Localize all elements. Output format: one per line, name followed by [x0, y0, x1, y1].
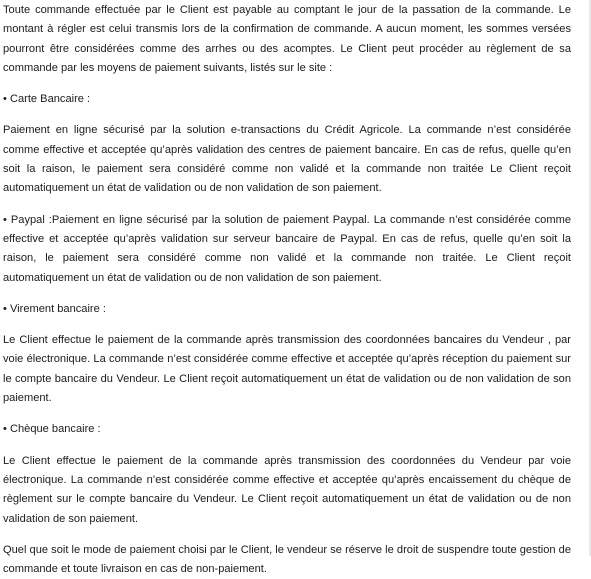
paragraph-conclusion: Quel que soit le mode de paiement choisi par le Client, le vendeur se réserve le droit de suspendre toute gestion de commande et toute livraison en cas de non-paiement. [3, 543, 571, 576]
paragraph-virement-bancaire: Le Client effectue le paiement de la commande après transmission des coordonnées bancaires du Vendeur , par voie électronique. La commande n’est considérée comme effective et acceptée qu’après réception du paiement sur le compte bancaire du Vendeur. Le Client reçoit automatiquement un état de validation ou de non validation de son paiement. [3, 334, 571, 405]
paragraph-paypal: • Paypal :Paiement en ligne sécurisé par la solution de paiement Paypal. La commande n’est considérée comme effective et acceptée qu’après validation sur serveur bancaire de Paypal. En cas de refus, quelle qu’en soit la raison, le paiement sera considéré comme non validé et la commande non traitée. Le Client reçoit automatiquement un état de validation ou de non validation de son paiement. [3, 213, 571, 284]
paragraph-cheque-bancaire: Le Client effectue le paiement de la commande après transmission des coordonnées du Vendeur par voie électronique. La commande n’est considérée comme effective et acceptée qu’après encaissement du chèque de règlement sur le compte bancaire du Vendeur. Le Client reçoit automatiquement un état de validation ou de non validation de son paiement. [3, 454, 571, 525]
paragraph-intro: Toute commande effectuée par le Client est payable au comptant le jour de la passation de la commande. Le montant à régler est celui transmis lors de la confirmation de commande. A aucun moment, les sommes versées pourront être considérées comme des arrhes ou des acomptes. Le Client peut procéder au règlement de sa commande par les moyens de paiement suivants, listés sur le site : [3, 4, 571, 74]
heading-cheque-bancaire: • Chèque bancaire : [3, 423, 101, 436]
paragraph-carte-bancaire: Paiement en ligne sécurisé par la solution e-transactions du Crédit Agricole. La commande n’est considérée comme effective et acceptée qu’après validation des centres de paiement bancaire. En cas de refus, quelle qu’en soit la raison, le paiement sera considéré comme non validé et la commande non traitée Le Client reçoit automatiquement un état de validation ou de non validation de son paiement. [3, 124, 571, 195]
heading-carte-bancaire: • Carte Bancaire : [3, 93, 91, 106]
heading-virement-bancaire: • Virement bancaire : [3, 302, 106, 315]
document-body [3, 1, 571, 579]
